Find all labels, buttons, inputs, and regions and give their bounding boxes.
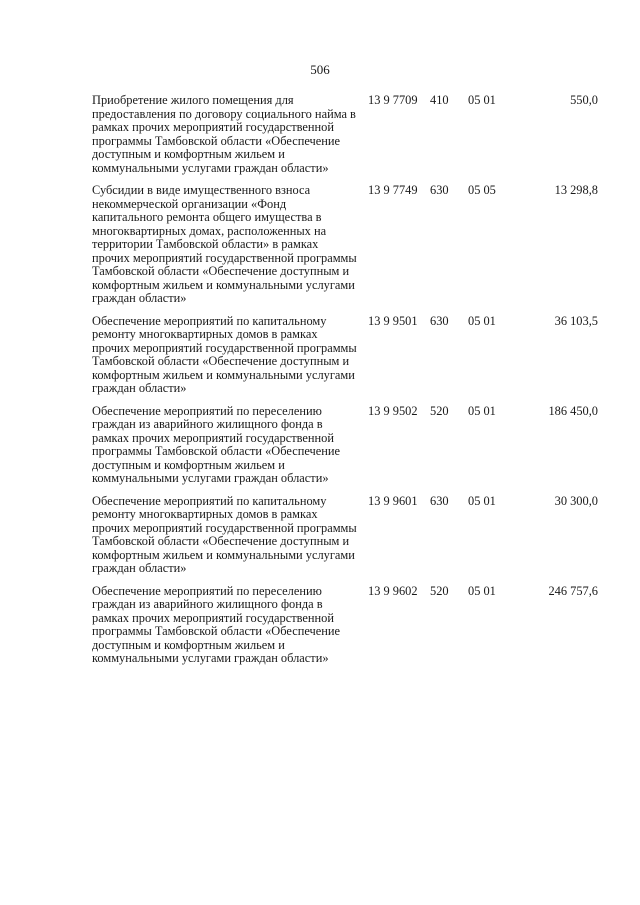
row-target-code: 13 9 7749 (368, 183, 418, 197)
table-row (0, 94, 640, 175)
row-section-code: 05 05 (468, 183, 496, 197)
row-description: Приобретение жилого помещения для предоставления по договору социального найма в рамках прочих мероприятий государственной программы Тамбовской области «Обеспечение доступным и комфортным жильем и коммунальными услугами граждан области» (92, 93, 356, 175)
row-amount: 30 300,0 (554, 493, 598, 508)
row-description: Обеспечение мероприятий по капитальному ремонту многоквартирных домов в рамках прочих мероприятий государственной программы Тамбовской области «Обеспечение доступным и комфортным жильем и коммунальными услугами граждан области» (92, 313, 357, 395)
table-row (0, 315, 640, 396)
row-amount: 550,0 (570, 93, 598, 107)
row-section-code: 05 01 (468, 403, 496, 418)
row-amount: 36 103,5 (554, 313, 598, 328)
row-expense-type: 630 (430, 313, 449, 328)
row-section-code: 05 01 (468, 493, 496, 508)
row-target-code: 13 9 7709 (368, 93, 418, 107)
row-target-code: 13 9 9602 (368, 583, 418, 598)
row-expense-type: 630 (430, 183, 449, 197)
row-amount: 246 757,6 (548, 583, 598, 598)
row-expense-type: 520 (430, 403, 449, 418)
row-section-code: 05 01 (468, 93, 496, 107)
table-row (0, 184, 640, 306)
row-description: Субсидии в виде имущественного взноса некоммерческой организации «Фонд капитального ремонта общего имущества в многоквартирных домах, расположенных на территории Тамбовской области» в рамках прочих мероприятий государственной программы Тамбовской области «Обеспечение доступным и комфортным жильем и коммунальными услугами граждан области» (92, 183, 357, 305)
row-target-code: 13 9 9601 (368, 493, 418, 508)
row-target-code: 13 9 9502 (368, 403, 418, 418)
row-description: Обеспечение мероприятий по переселению граждан из аварийного жилищного фонда в рамках прочих мероприятий государственной программы Тамбовской области «Обеспечение доступным и комфортным жильем и коммунальными услугами граждан области» (92, 403, 341, 485)
row-description: Обеспечение мероприятий по капитальному ремонту многоквартирных домов в рамках прочих мероприятий государственной программы Тамбовской области «Обеспечение доступным и комфортным жильем и коммунальными услугами граждан области» (92, 493, 357, 575)
page-number: 506 (310, 62, 330, 77)
row-target-code: 13 9 9501 (368, 313, 418, 328)
row-section-code: 05 01 (468, 583, 496, 598)
row-expense-type: 630 (430, 493, 449, 508)
row-expense-type: 520 (430, 583, 449, 598)
row-description: Обеспечение мероприятий по переселению граждан из аварийного жилищного фонда в рамках прочих мероприятий государственной программы Тамбовской области «Обеспечение доступным и комфортным жильем и коммунальными услугами граждан области» (92, 583, 341, 665)
table-row (0, 405, 640, 486)
budget-table (0, 94, 640, 675)
row-section-code: 05 01 (468, 313, 496, 328)
row-amount: 186 450,0 (548, 403, 598, 418)
table-row (0, 585, 640, 666)
row-amount: 13 298,8 (554, 183, 598, 197)
table-row (0, 495, 640, 576)
row-expense-type: 410 (430, 93, 449, 107)
